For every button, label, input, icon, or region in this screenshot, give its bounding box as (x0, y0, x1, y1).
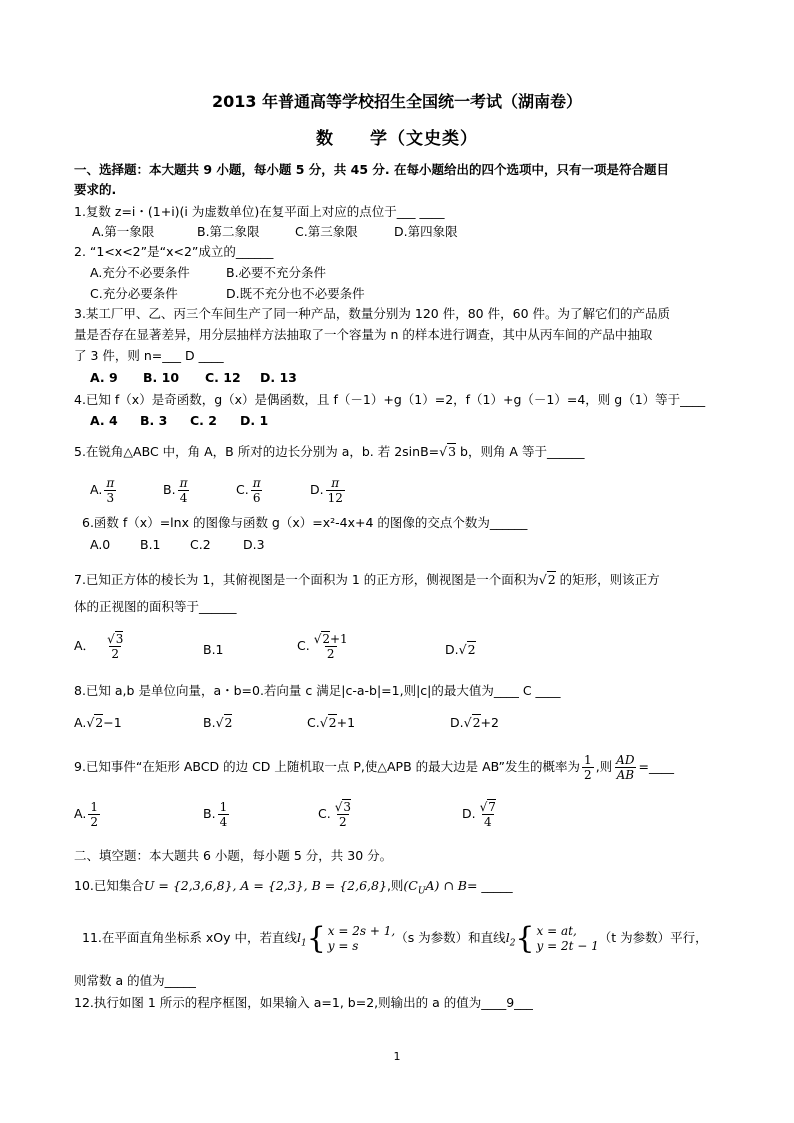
question-11-line2: 则常数 a 的值为_____ (74, 973, 196, 988)
question-9-option-d: D. $\frac{√7}{4}$ (462, 800, 496, 829)
question-9-stem: 9.已知事件“在矩形 ABCD 的边 CD 上随机取一点 P,使△APB 的最大边是 AB”发生的概率为 $\frac{1}{2}$ ,则 $\frac{AD}{AB}$ =____ (74, 753, 674, 782)
section1-heading-line1: 一、选择题：本大题共 9 小题，每小题 5 分，共 45 分. 在每小题给出的四个选项中，只有一项是符合题目 (74, 162, 670, 177)
question-6-option-b: B.1 (140, 537, 161, 552)
question-5-stem (74, 444, 734, 460)
question-3-line2: 量是否存在显著差异，用分层抽样方法抽取了一个容量为 n 的样本进行调查，其中从丙车间的产品中抽取 (74, 327, 653, 342)
page-title: 2013 年普通高等学校招生全国统一考试（湖南卷） (211, 92, 583, 111)
question-8-option-a: A.√2−1 (74, 715, 122, 730)
question-9-option-b: B. $\frac{1}{4}$ (203, 800, 228, 829)
question-10-stem: 10.已知集合U = {2,3,6,8}, A = {2,3}, B = {2,6,8},则$(C_UA)$ ∩ B= _____ (74, 878, 513, 897)
question-7-line2: 体的正视图的面积等于______ (74, 599, 237, 614)
question-4-stem: 4.已知 f（x）是奇函数，g（x）是偶函数，且 f（－1）+g（1）=2，f（1）+g（－1）=4，则 g（1）等于____ (74, 392, 706, 407)
question-3-line1: 3.某工厂甲、乙、丙三个车间生产了同一种产品，数量分别为 120 件，80 件，60 件。为了解它们的产品质 (74, 306, 670, 321)
section1-heading-line2: 要求的. (74, 182, 117, 197)
question-9-option-a: A. $\frac{1}{2}$ (74, 800, 98, 829)
question-7-option-a: A． $\frac{√3}{2}$ (74, 632, 124, 661)
question-2-stem: 2. “1<x<2”是“x<2”成立的______ (74, 244, 274, 259)
question-3-option-a: A. 9 (90, 370, 118, 385)
question-7-option-b: B.1 (203, 642, 224, 657)
question-3-line3: 了 3 件，则 n=___ D ____ (74, 348, 224, 363)
sqrt-3-symbol: √3 (439, 444, 457, 459)
question-3-option-d: D. 13 (260, 370, 297, 385)
question-2-option-c: C.充分必要条件 (90, 286, 178, 301)
question-4-option-d: D. 1 (240, 413, 269, 428)
question-5-stem-post: b，则角 A 等于______ (456, 444, 585, 459)
question-2-option-d: D.既不充分也不必要条件 (226, 286, 365, 301)
question-6-option-a: A.0 (90, 537, 111, 552)
question-11-line1: 11.在平面直角坐标系 xOy 中，若直线$l_1$ { x = 2s + 1, y = s （s 为参数）和直线$l_2$ { x = at, y = 2t − 1 （t 为参数）平行， (82, 920, 708, 956)
question-8-option-d: D.√2+2 (450, 715, 499, 730)
question-4-option-b: B. 3 (140, 413, 168, 428)
sqrt-2-symbol: √2 (538, 572, 556, 587)
question-7-line1: 7.已知正方体的棱长为 1，其俯视图是一个面积为 1 的正方形，侧视图是一个面积为√2 的矩形，则该正方 (74, 572, 660, 587)
question-1-option-c: C.第三象限 (295, 224, 358, 239)
question-5-option-b: B. $\frac{\pi}{4}$ (163, 476, 188, 505)
section2-heading: 二、填空题：本大题共 6 小题，每小题 5 分，共 30 分。 (74, 848, 393, 863)
question-2-option-a: A.充分不必要条件 (90, 265, 190, 280)
question-6-option-c: C.2 (190, 537, 211, 552)
question-6-option-d: D.3 (243, 537, 265, 552)
question-12-stem: 12.执行如图 1 所示的程序框图，如果输入 a=1, b=2,则输出的 a 的值为____9___ (74, 995, 533, 1010)
question-4-option-c: C. 2 (190, 413, 217, 428)
question-8-option-c: C.√2+1 (307, 715, 356, 730)
question-7-option-c: C. $\frac{√2+1}{2}$ (297, 632, 348, 661)
question-4-option-a: A. 4 (90, 413, 118, 428)
question-5-option-a: A. $\frac{\pi}{3}$ (90, 476, 115, 505)
question-5-stem-pre: 5.在锐角△ABC 中，角 A，B 所对的边长分别为 a，b. 若 2sinB= (74, 444, 440, 459)
page-subtitle: 数 学（文史类） (316, 129, 478, 149)
question-8-option-b: B.√2 (203, 715, 233, 730)
page-number: 1 (393, 1050, 401, 1063)
question-1-option-d: D.第四象限 (394, 224, 458, 239)
question-1-stem: 1.复数 z=i・(1+i)(i 为虚数单位)在复平面上对应的点位于___ ____ (74, 204, 445, 219)
question-2-option-b: B.必要不充分条件 (226, 265, 327, 280)
question-7-option-d: D.√2 (445, 642, 476, 657)
question-5-option-c: C. $\frac{\pi}{6}$ (236, 476, 261, 505)
question-1-option-b: B.第二象限 (197, 224, 260, 239)
question-6-stem: 6.函数 f（x）=lnx 的图像与函数 g（x）=x²-4x+4 的图像的交点个数为______ (82, 515, 528, 530)
question-9-option-c: C. $\frac{√3}{2}$ (318, 800, 351, 829)
question-8-stem: 8.已知 a,b 是单位向量，a・b=0.若向量 c 满足|c-a-b|=1,则|c|的最大值为____ C ____ (74, 683, 561, 698)
question-5-option-d: D. $\frac{\pi}{12}$ (310, 476, 343, 505)
question-3-option-c: C. 12 (205, 370, 241, 385)
question-3-option-b: B. 10 (143, 370, 180, 385)
question-1-option-a: A.第一象限 (92, 224, 155, 239)
